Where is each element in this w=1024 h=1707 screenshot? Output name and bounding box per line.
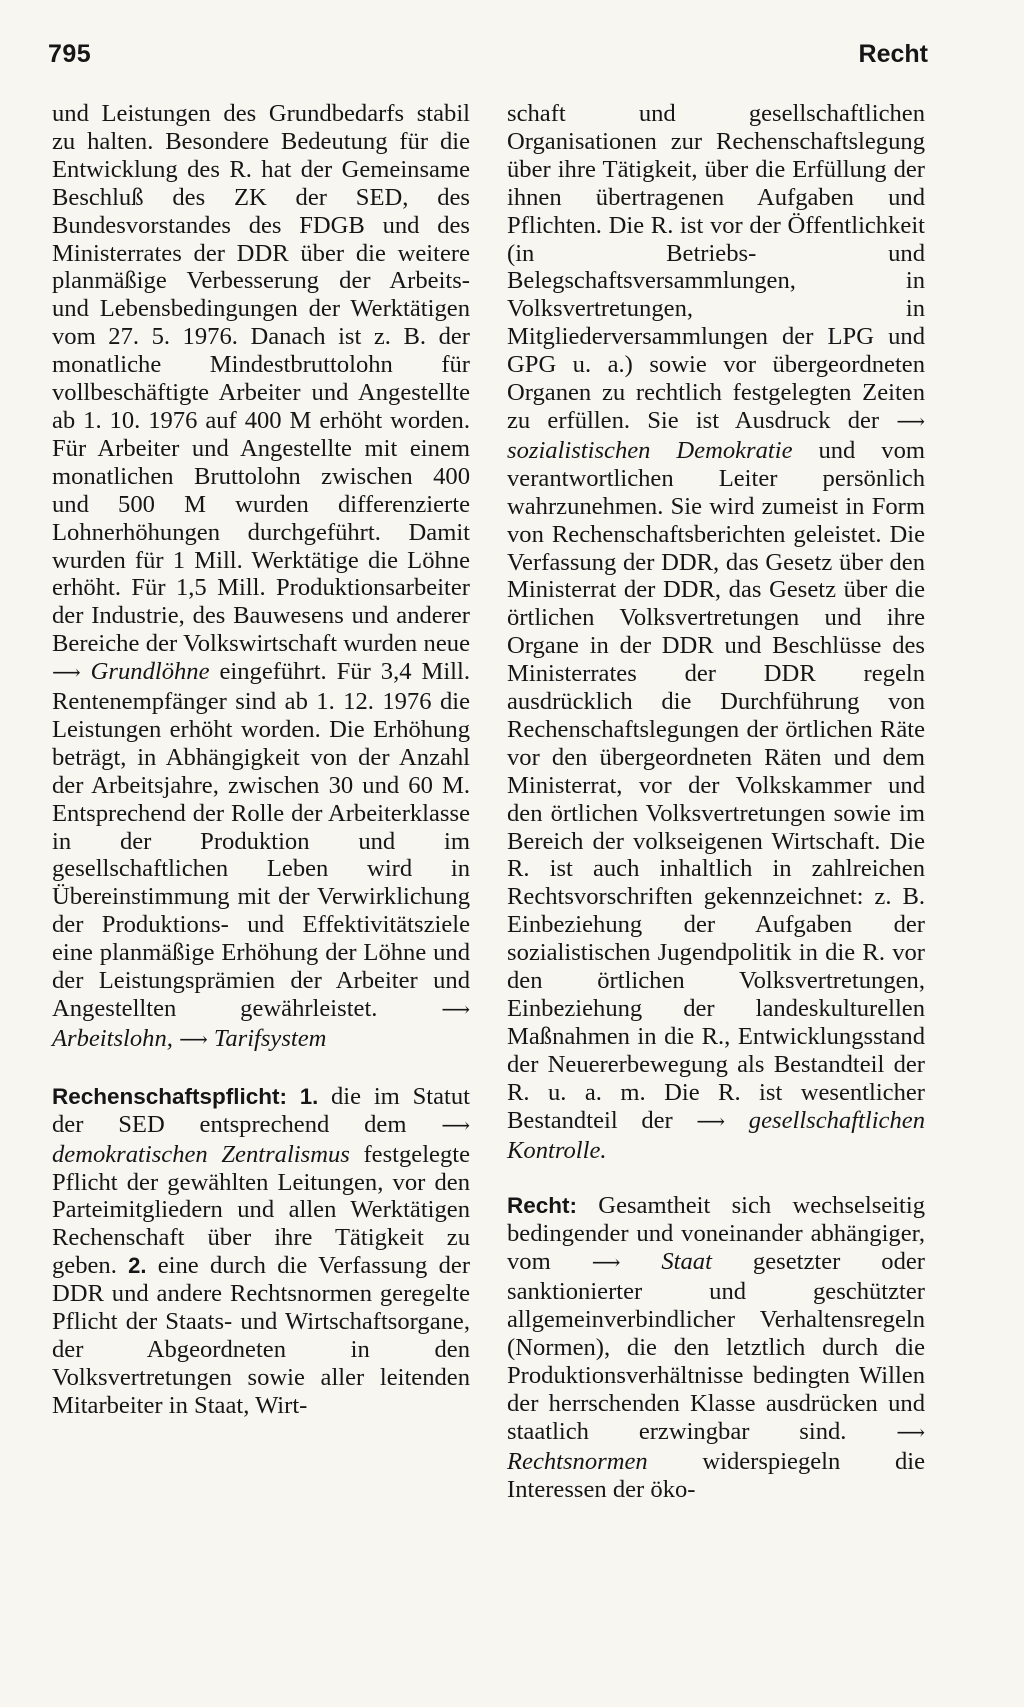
cross-reference-arrow-icon: ⟶ — [441, 999, 470, 1021]
body-text: eingeführt. Für 3,4 Mill. Rentenempfänger sind ab 1. 12. 1976 die Leistungen erhöht worden. Die Erhöhung beträgt, in Abhängigkeit von der Anzahl der Arbeitsjahre, zwischen 30 und 60 M. Entsprechend der Rolle der Arbeiterklasse in der Produktion und im gesellschaftlichen Leben wird in Übereinstimmung mit der Verwirklichung der Produktions- und Effektivitätsziele eine planmäßige Erhöhung der Löhne und der Leistungsprämien der Arbeiter und Angestellten gewährleistet. — [52, 658, 470, 1022]
cross-reference-arrow-icon: ⟶ — [179, 1028, 208, 1051]
running-head: Recht — [858, 40, 928, 68]
cross-reference-arrow-icon: ⟶ — [696, 1110, 726, 1133]
paragraph-rechenschaftspflicht-continued — [507, 100, 925, 1164]
cross-reference-rechtsnormen[interactable]: Rechtsnormen — [507, 1447, 648, 1475]
page-number: 795 — [48, 40, 92, 68]
definition-number: 1. — [299, 1083, 319, 1109]
body-text: eine durch die Verfassung der DDR und andere Rechtsnormen geregelte Pflicht der Staats- und Wirtschaftsorgane, der Abgeordneten in den Volksvertretungen sowie aller leitenden Mitarbeiter in Staat, Wirt- — [52, 1252, 471, 1419]
cross-reference-sozialistische-demokratie[interactable]: sozialistischen Demokratie — [507, 436, 793, 464]
right-column — [507, 100, 925, 1503]
cross-reference-tarifsystem[interactable]: Tarifsystem — [213, 1024, 327, 1052]
entry-rechenschaftspflicht — [52, 1083, 470, 1420]
cross-reference-arrow-icon: ⟶ — [591, 1252, 621, 1275]
paragraph-recht-continued — [52, 100, 470, 1055]
cross-reference-arrow-icon: ⟶ — [896, 410, 925, 433]
left-column — [52, 100, 470, 1420]
body-text: schaft und gesellschaftlichen Organisationen zur Rechenschaftslegung über ihre Tätigkeit, über die Erfüllung der ihnen übertragenen Aufgaben und Pflichten. Die R. ist vor der Öffentlichkeit (in Betriebs- und Belegschaftsversammlungen, in Volksvertretungen, in Mitgliederversammlungen der LPG und GPG u. a.) sowie vor übergeordneten Organen zu rechtlich festgelegten Zeiten zu erfüllen. Sie ist Ausdruck der — [507, 100, 925, 434]
entry-recht — [507, 1192, 925, 1503]
body-text: die im Statut der SED entsprechend dem — [52, 1082, 470, 1138]
entry-keyword: Rechenschaftspflicht: — [52, 1083, 288, 1109]
cross-reference-arbeitslohn[interactable]: Arbeitslohn, — [52, 1024, 173, 1052]
cross-reference-staat[interactable]: Staat — [661, 1248, 712, 1276]
body-text: widerspiegeln die Interessen der öko- — [507, 1447, 925, 1503]
cross-reference-gesellschaftliche-kontrolle[interactable]: gesellschaftlichen Kontrolle. — [507, 1106, 925, 1164]
entry-keyword: Recht: — [507, 1193, 578, 1219]
cross-reference-demokratischer-zentralismus[interactable]: demokratischen Zentralismus — [52, 1140, 350, 1168]
cross-reference-arrow-icon: ⟶ — [441, 1114, 470, 1137]
cross-reference-grundloehne[interactable]: Grundlöhne — [90, 658, 210, 686]
body-text: gesetzter oder sanktionierter und geschützter allgemeinverbindlicher Verhaltensregeln (Normen), die den letztlich durch die Produktionsverhältnisse bedingten Willen der herrschenden Klasse ausdrücken und staatlich erzwingbar sind. — [507, 1248, 925, 1445]
body-text: und vom verantwortlichen Leiter persönlich wahrzunehmen. Sie wird zumeist in Form von Rechenschaftsberichten geleistet. Die Verfassung der DDR, das Gesetz über den Ministerrat der DDR, das Gesetz über die örtlichen Volksvertretungen und ihre Organe in der DDR und Beschlüsse des Ministerrates der DDR regeln ausdrücklich die Durchführung von Rechenschaftslegungen der örtlichen Räte vor den übergeordneten Räten und dem Ministerrat, vor der Volkskammer und den örtlichen Volksvertretungen sowie im Bereich der volkseigenen Wirtschaft. Die R. ist auch inhaltlich in zahlreichen Rechtsvorschriften gekennzeichnet: z. B. Einbeziehung der Aufgaben der sozialistischen Jugendpolitik in die R. vor den örtlichen Volksvertretungen, Einbeziehung der landeskulturellen Maßnahmen in die R., Entwicklungsstand der Neuererbewegung als Bestandteil der R. u. a. m. Die R. ist wesentlicher Bestandteil der — [507, 436, 925, 1134]
body-text: festgelegte Pflicht der gewählten Leitungen, vor den Parteimitgliedern und allen Werktätigen Rechenschaft über ihre Tätigkeit zu geben. — [52, 1140, 470, 1280]
body-text: und Leistungen des Grundbedarfs stabil zu halten. Besondere Bedeutung für die Entwicklung des R. hat der Gemeinsame Beschluß des ZK der SED, des Bundesvorstandes des FDGB und des Ministerrates der DDR über die weitere planmäßige Verbesserung der Arbeits- und Lebensbedingungen der Werktätigen vom 27. 5. 1976. Danach ist z. B. der monatliche Mindestbruttolohn für vollbeschäftigte Arbeiter und Angestellte ab 1. 10. 1976 auf 400 M erhöht worden. Für Arbeiter und Angestellte mit einem monatlichen Bruttolohn zwischen 400 und 500 M wurden differenzierte Lohnerhöhungen durchgeführt. Damit wurden für 1 Mill. Werktätige die Löhne erhöht. Für 1,5 Mill. Produktionsarbeiter der Industrie, des Bauwesens und anderer Bereiche der Volkswirtschaft wurden neue — [52, 100, 470, 658]
definition-number: 2. — [128, 1253, 147, 1279]
cross-reference-arrow-icon: ⟶ — [896, 1421, 925, 1444]
cross-reference-arrow-icon: ⟶ — [52, 662, 81, 685]
body-text: Gesamtheit sich wechselseitig bedingender und voneinander abhängiger, vom — [507, 1192, 925, 1276]
